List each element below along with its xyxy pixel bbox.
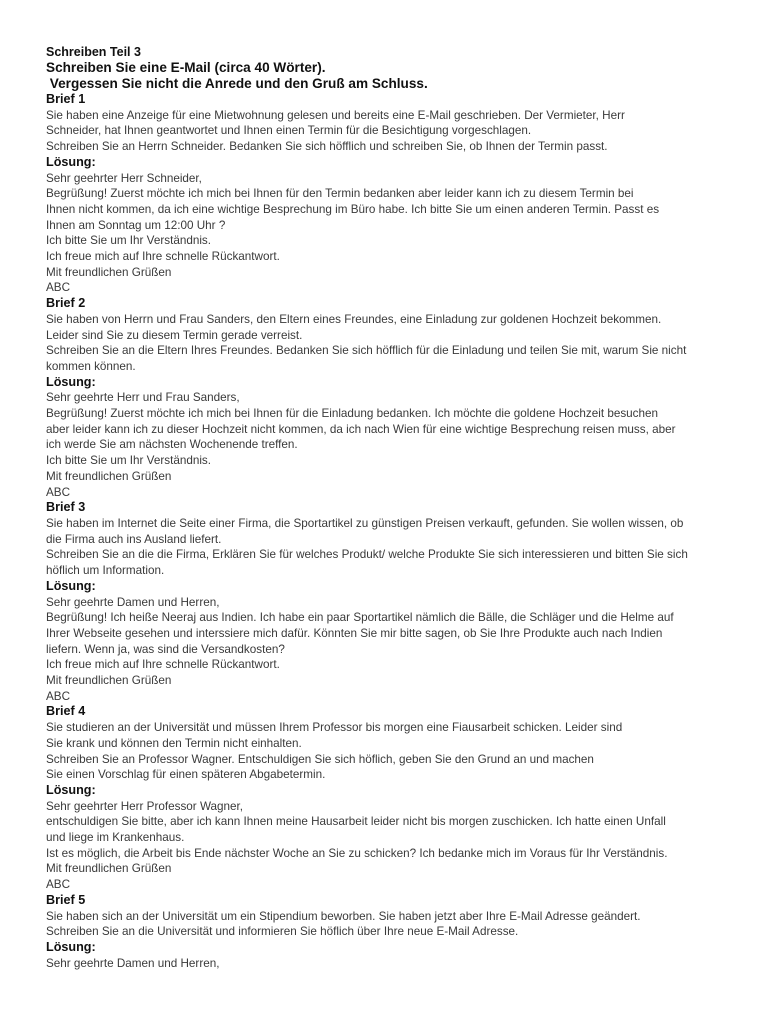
solution-text-line: Begrüßung! Ich heiße Neeraj aus Indien. Ich habe ein paar Sportartikel nämlich die Bälle, die Schläger und die Helme auf bbox=[46, 611, 674, 625]
document-page bbox=[46, 44, 736, 971]
solution-text-line: Ihnen nicht kommen, da ich eine wichtige Besprechung im Büro habe. Ich bitte Sie um einen anderen Termin. Passt es bbox=[46, 202, 660, 216]
solution-text-line: und liege im Krankenhaus. bbox=[46, 831, 185, 845]
solution-text-line: Ich freue mich auf Ihre schnelle Rückantwort. bbox=[46, 250, 280, 264]
task-text-line: Schreiben Sie an Herrn Schneider. Bedanken Sie sich höfflich und schreiben Sie, ob Ihnen der Termin passt. bbox=[46, 140, 608, 154]
solution-text-line: Ich bitte Sie um Ihr Verständnis. bbox=[46, 454, 212, 468]
solution-text-line: liefern. Wenn ja, was sind die Versandkosten? bbox=[46, 642, 285, 656]
task-text-line: Schneider, hat Ihnen geantwortet und Ihnen einen Termin für die Besichtigung vorgeschlagen. bbox=[46, 124, 532, 138]
task-text-line: Schreiben Sie an die Eltern Ihres Freundes. Bedanken Sie sich höfflich für die Einladung und teilen Sie mit, warum Sie nicht bbox=[46, 344, 687, 358]
solution-text-line: Sehr geehrte Damen und Herren, bbox=[46, 956, 220, 970]
letter-section bbox=[46, 704, 736, 892]
solution-text-line: Ihnen am Sonntag um 12:00 Uhr ? bbox=[46, 218, 226, 232]
task-text-line: Sie krank und können den Termin nicht einhalten. bbox=[46, 736, 302, 750]
section-heading: Brief 5 bbox=[46, 892, 86, 907]
solution-text-line: Sehr geehrter Herr Professor Wagner, bbox=[46, 799, 244, 813]
task-text-line: Schreiben Sie an Professor Wagner. Entschuldigen Sie sich höflich, geben Sie den Grund an und machen bbox=[46, 752, 594, 766]
task-text-line: kommen können. bbox=[46, 359, 136, 373]
task-text-line: Sie haben sich an der Universität um ein Stipendium beworben. Sie haben jetzt aber Ihre E-Mail Adresse geändert. bbox=[46, 909, 641, 923]
solution-label: Lösung: bbox=[46, 578, 96, 593]
solution-text-line: Mit freundlichen Grüßen bbox=[46, 862, 172, 876]
task-text-line: Schreiben Sie an die Universität und informieren Sie höflich über Ihre neue E-Mail Adresse. bbox=[46, 925, 519, 939]
instruction-line-1: Schreiben Sie eine E-Mail (circa 40 Wörter). bbox=[46, 60, 326, 75]
task-text-line: Sie haben im Internet die Seite einer Firma, die Sportartikel zu günstigen Preisen verkauft, gefunden. Sie wollen wissen, ob bbox=[46, 516, 684, 530]
solution-label: Lösung: bbox=[46, 374, 96, 389]
solution-text-line: Ist es möglich, die Arbeit bis Ende nächster Woche an Sie zu schicken? Ich bedanke mich im Voraus für Ihr Verständnis. bbox=[46, 846, 668, 860]
solution-text-line: Ich freue mich auf Ihre schnelle Rückantwort. bbox=[46, 658, 280, 672]
solution-text-line: ABC bbox=[46, 689, 71, 703]
task-text-line: die Firma auch ins Ausland liefert. bbox=[46, 532, 222, 546]
solution-text-line: Mit freundlichen Grüßen bbox=[46, 674, 172, 688]
solution-text-line: entschuldigen Sie bitte, aber ich kann Ihnen meine Hausarbeit leider nicht bis morgen zuschicken. Ich hatte einen Unfall bbox=[46, 815, 666, 829]
solution-text-line: ich werde Sie am nächsten Wochenende treffen. bbox=[46, 438, 298, 452]
solution-text-line: Ich bitte Sie um Ihr Verständnis. bbox=[46, 234, 212, 248]
solution-label: Lösung: bbox=[46, 782, 96, 797]
solution-text-line: Sehr geehrte Damen und Herren, bbox=[46, 595, 220, 609]
task-text-line: Sie haben eine Anzeige für eine Mietwohnung gelesen und bereits eine E-Mail geschrieben. Der Vermieter, Herr bbox=[46, 108, 625, 122]
solution-text-line: Mit freundlichen Grüßen bbox=[46, 265, 172, 279]
instruction-line-2: Vergessen Sie nicht die Anrede und den Gruß am Schluss. bbox=[46, 76, 428, 91]
solution-text-line: Sehr geehrte Herr und Frau Sanders, bbox=[46, 391, 240, 405]
solution-text-line: ABC bbox=[46, 485, 71, 499]
solution-text-line: aber leider kann ich zu dieser Hochzeit nicht kommen, da ich nach Wien für eine wichtige Besprechung reisen muss, aber bbox=[46, 422, 676, 436]
section-heading: Brief 4 bbox=[46, 704, 86, 719]
task-text-line: Leider sind Sie zu diesem Termin gerade verreist. bbox=[46, 328, 303, 342]
task-text-line: höflich um Information. bbox=[46, 564, 165, 578]
page-title: Schreiben Teil 3 bbox=[46, 45, 141, 59]
solution-text-line: ABC bbox=[46, 281, 71, 295]
letter-section bbox=[46, 500, 736, 704]
section-heading: Brief 2 bbox=[46, 296, 86, 311]
solution-text-line: Ihrer Webseite gesehen und interssiere mich dafür. Könnten Sie mir bitte sagen, ob Sie Ihre Produkte auch nach Indien bbox=[46, 626, 663, 640]
solution-text-line: Begrüßung! Zuerst möchte ich mich bei Ihnen für die Einladung bedanken. Ich möchte die goldene Hochzeit besuchen bbox=[46, 407, 659, 421]
solution-label: Lösung: bbox=[46, 939, 96, 954]
task-text-line: Sie einen Vorschlag für einen späteren Abgabetermin. bbox=[46, 768, 326, 782]
task-text-line: Sie studieren an der Universität und müssen Ihrem Professor bis morgen eine Fiausarbeit schicken. Leider sind bbox=[46, 721, 623, 735]
letter-section bbox=[46, 893, 736, 972]
solution-text-line: Sehr geehrter Herr Schneider, bbox=[46, 171, 202, 185]
task-text-line: Sie haben von Herrn und Frau Sanders, den Eltern eines Freundes, eine Einladung zur goldenen Hochzeit bekommen. bbox=[46, 312, 662, 326]
section-heading: Brief 3 bbox=[46, 500, 86, 515]
solution-label: Lösung: bbox=[46, 154, 96, 169]
section-heading: Brief 1 bbox=[46, 92, 86, 106]
letter-section bbox=[46, 296, 736, 500]
solution-text-line: Mit freundlichen Grüßen bbox=[46, 469, 172, 483]
solution-text-line: Begrüßung! Zuerst möchte ich mich bei Ihnen für den Termin bedanken aber leider kann ich zu diesem Termin bei bbox=[46, 187, 634, 201]
letter-section bbox=[46, 92, 736, 296]
task-text-line: Schreiben Sie an die die Firma, Erklären Sie für welches Produkt/ welche Produkte Sie sich interessieren und bitten Sie sich bbox=[46, 548, 688, 562]
letter-sections bbox=[46, 92, 736, 971]
solution-text-line: ABC bbox=[46, 878, 71, 892]
